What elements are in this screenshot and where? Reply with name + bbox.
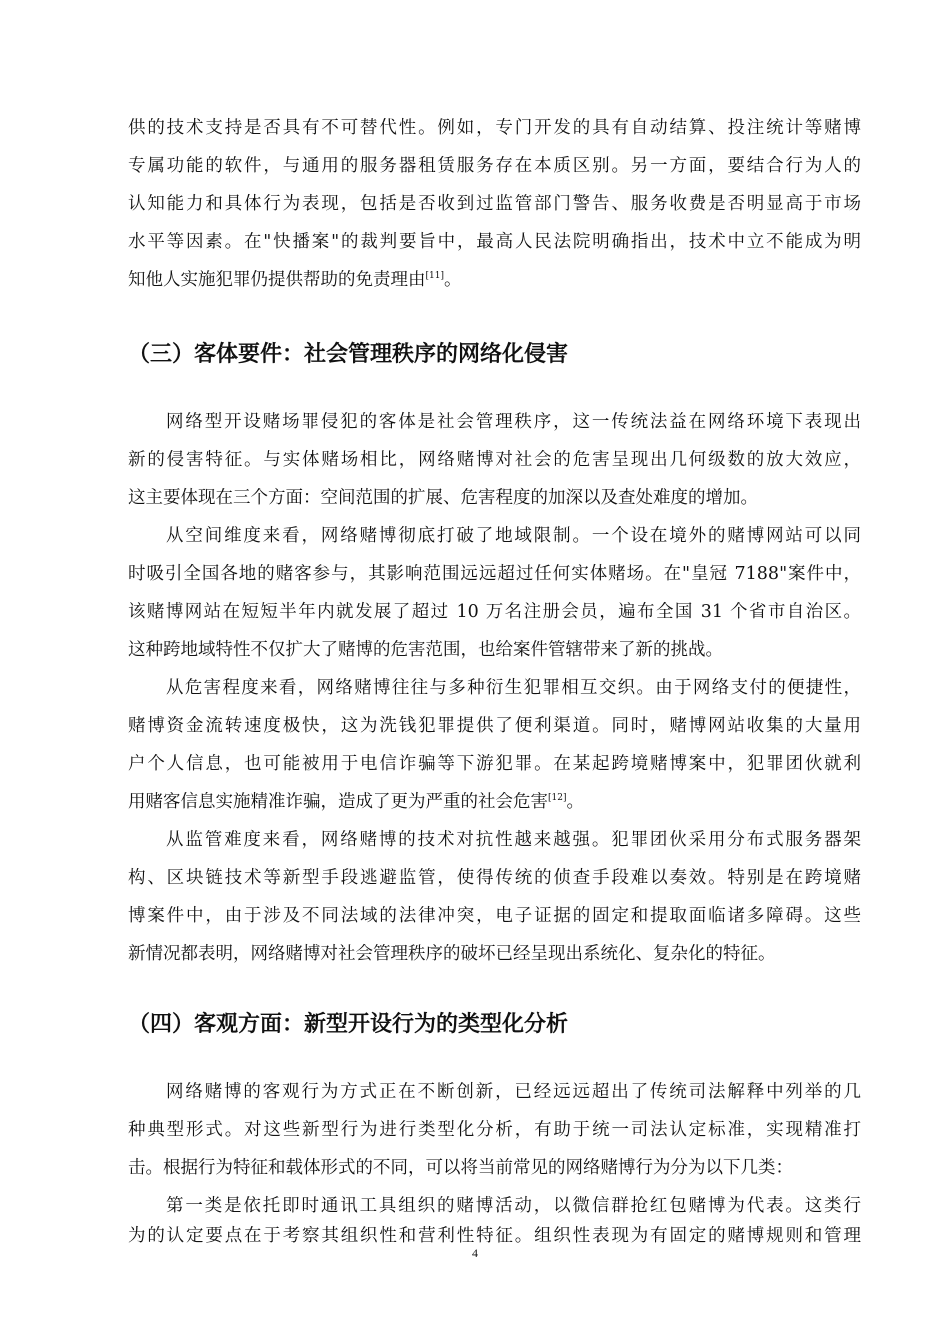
paragraph-line: 这主要体现在三个方面：空间范围的扩展、危害程度的加深以及查处难度的增加。 [128,488,758,508]
paragraph-line: 时吸引全国各地的赌客参与，其影响范围远远超过任何实体赌场。在"皇冠 7188"案件中， [128,564,861,584]
paragraph-line: 博案件中，由于涉及不同法域的法律冲突，电子证据的固定和提取面临诸多障碍。这些 [128,906,861,926]
paragraph-line: 从危害程度来看，网络赌博往往与多种衍生犯罪相互交织。由于网络支付的便捷性， [166,678,861,698]
body-text: 用赌客信息实施精准诈骗，造成了更为严重的社会危害 [128,792,548,812]
paragraph-line [128,268,861,292]
paragraph-line: 供的技术支持是否具有不可替代性。例如，专门开发的具有自动结算、投注统计等赌博 [128,118,861,138]
page-number: 4 [472,1246,478,1260]
paragraph-line: 这种跨地域特性不仅扩大了赌博的危害范围，也给案件管辖带来了新的挑战。 [128,640,723,660]
footnote-reference: [11] [425,271,444,282]
punctuation: 。 [443,270,462,290]
paragraph-line: 网络赌博的客观行为方式正在不断创新，已经远远超出了传统司法解释中列举的几 [166,1082,861,1102]
paragraph-line: 该赌博网站在短短半年内就发展了超过 10 万名注册会员，遍布全国 31 个省市自治区。 [128,602,861,622]
punctuation: 。 [566,792,584,812]
paragraph-line: 第一类是依托即时通讯工具组织的赌博活动，以微信群抢红包赌博为代表。这类行 [166,1196,861,1216]
paragraph-line: 水平等因素。在"快播案"的裁判要旨中，最高人民法院明确指出，技术中立不能成为明 [128,232,861,252]
paragraph-line: 种典型形式。对这些新型行为进行类型化分析，有助于统一司法认定标准，实现精准打 [128,1120,861,1140]
paragraph-line: 赌博资金流转速度极快，这为洗钱犯罪提供了便利渠道。同时，赌博网站收集的大量用 [128,716,861,736]
footnote-reference: [12] [548,793,567,804]
paragraph-line: 从监管难度来看，网络赌博的技术对抗性越来越强。犯罪团伙采用分布式服务器架 [166,830,861,850]
section-heading: （四）客观方面：新型开设行为的类型化分析 [128,1012,569,1037]
paragraph-line [128,790,861,814]
body-text: 知他人实施犯罪仍提供帮助的免责理由 [128,270,426,290]
paragraph-line: 为的认定要点在于考察其组织性和营利性特征。组织性表现为有固定的赌博规则和管理 [128,1226,861,1246]
paragraph-line: 户个人信息，也可能被用于电信诈骗等下游犯罪。在某起跨境赌博案中，犯罪团伙就利 [128,754,861,774]
paragraph-line: 从空间维度来看，网络赌博彻底打破了地域限制。一个设在境外的赌博网站可以同 [166,526,861,546]
paragraph-line: 新的侵害特征。与实体赌场相比，网络赌博对社会的危害呈现出几何级数的放大效应， [128,450,861,470]
section-heading: （三）客体要件：社会管理秩序的网络化侵害 [128,342,569,367]
paragraph-line: 新情况都表明，网络赌博对社会管理秩序的破坏已经呈现出系统化、复杂化的特征。 [128,944,776,964]
paragraph-line: 专属功能的软件，与通用的服务器租赁服务存在本质区别。另一方面，要结合行为人的 [128,156,861,176]
paragraph-line: 构、区块链技术等新型手段逃避监管，使得传统的侦查手段难以奏效。特别是在跨境赌 [128,868,861,888]
paragraph-line: 认知能力和具体行为表现，包括是否收到过监管部门警告、服务收费是否明显高于市场 [128,194,861,214]
paragraph-line: 击。根据行为特征和载体形式的不同，可以将当前常见的网络赌博行为分为以下几类： [128,1158,793,1178]
paragraph-line: 网络型开设赌场罪侵犯的客体是社会管理秩序，这一传统法益在网络环境下表现出 [166,412,861,432]
